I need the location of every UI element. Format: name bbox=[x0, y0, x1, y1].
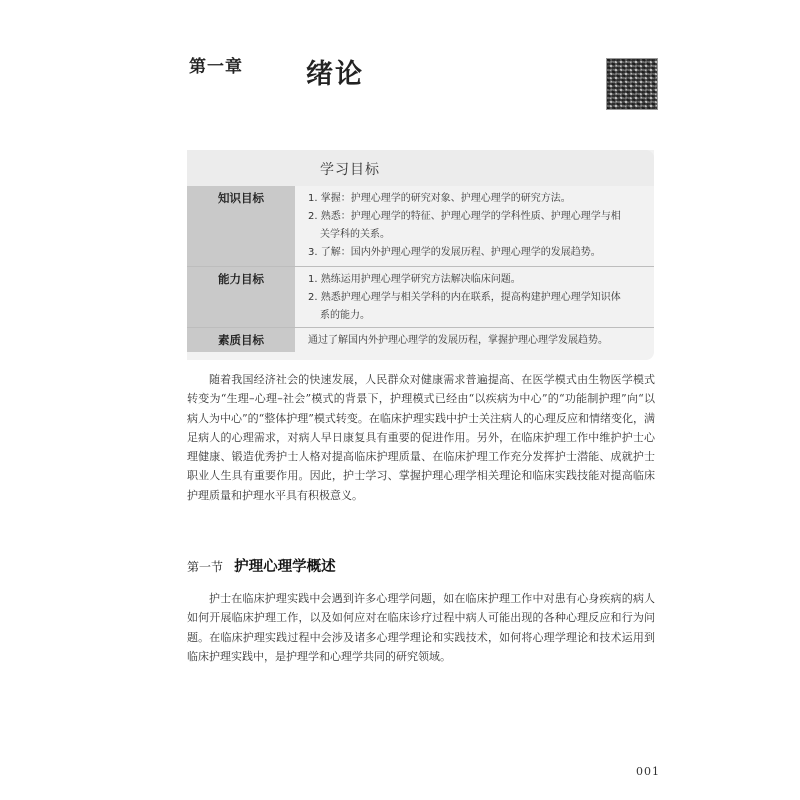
section-label: 第一节 bbox=[187, 560, 224, 574]
goal-label: 知识目标 bbox=[187, 186, 295, 266]
goal-item: 1. 熟练运用护理心理学研究方法解决临床问题。 bbox=[308, 274, 521, 285]
goal-list bbox=[308, 271, 646, 325]
page-number: 001 bbox=[636, 765, 660, 778]
learning-goals-header bbox=[187, 150, 654, 186]
qr-code-image bbox=[606, 58, 658, 110]
section-title: 护理心理学概述 bbox=[234, 559, 336, 575]
goal-item: 关学科的关系。 bbox=[320, 229, 390, 240]
learning-goals-box bbox=[187, 150, 654, 360]
chapter-title: 绪论 bbox=[306, 59, 364, 90]
section-paragraph: 护士在临床护理实践中会遇到许多心理学问题，如在临床护理工作中对患有心身疾病的病人如何开展临床护理工作，以及如何应对在临床诊疗过程中病人可能出现的各种心理反应和行为问题。在临床护理实践过程中会涉及诸多心理学理论和实践技术，如何将心理学理论和技术运用到临床护理实践中，是护理学和心理学共同的研究领域。 bbox=[187, 592, 655, 663]
chapter-label: 第一章 bbox=[189, 57, 243, 77]
goal-row-quality bbox=[187, 328, 654, 352]
goal-list bbox=[308, 190, 646, 262]
section-heading bbox=[187, 555, 336, 576]
goal-item: 3. 了解：国内外护理心理学的发展历程、护理心理学的发展趋势。 bbox=[308, 247, 601, 258]
goal-item: 2. 熟悉：护理心理学的特征、护理心理学的学科性质、护理心理学与相 bbox=[308, 211, 621, 222]
goal-item: 通过了解国内外护理心理学的发展历程，掌握护理心理学发展趋势。 bbox=[308, 335, 608, 346]
goal-item: 1. 掌握：护理心理学的研究对象、护理心理学的研究方法。 bbox=[308, 193, 571, 204]
goal-label: 能力目标 bbox=[187, 267, 295, 327]
goal-item: 2. 熟悉护理心理学与相关学科的内在联系，提高构建护理心理学知识体 bbox=[308, 292, 621, 303]
learning-goals-heading: 学习目标 bbox=[320, 162, 380, 178]
goal-list bbox=[308, 332, 646, 350]
goal-row-ability bbox=[187, 267, 654, 327]
goal-item: 系的能力。 bbox=[320, 310, 370, 321]
goal-label: 素质目标 bbox=[187, 328, 295, 352]
goal-row-knowledge bbox=[187, 186, 654, 266]
intro-paragraph: 随着我国经济社会的快速发展，人民群众对健康需求普遍提高、在医学模式由生物医学模式转变为“生理–心理–社会”模式的背景下，护理模式已经由“以疾病为中心”的“功能制护理”向“以病人为中心”的“整体护理”模式转变。在临床护理实践中护士关注病人的心理反应和情绪变化，满足病人的心理需求，对病人早日康复具有重要的促进作用。另外，在临床护理工作中维护护士心理健康、锻造优秀护士人格对提高临床护理质量、在临床护理工作充分发挥护士潜能、成就护士职业人生具有重要作用。因此，护士学习、掌握护理心理学相关理论和临床实践技能对提高临床护理质量和护理水平具有积极意义。 bbox=[187, 373, 655, 502]
